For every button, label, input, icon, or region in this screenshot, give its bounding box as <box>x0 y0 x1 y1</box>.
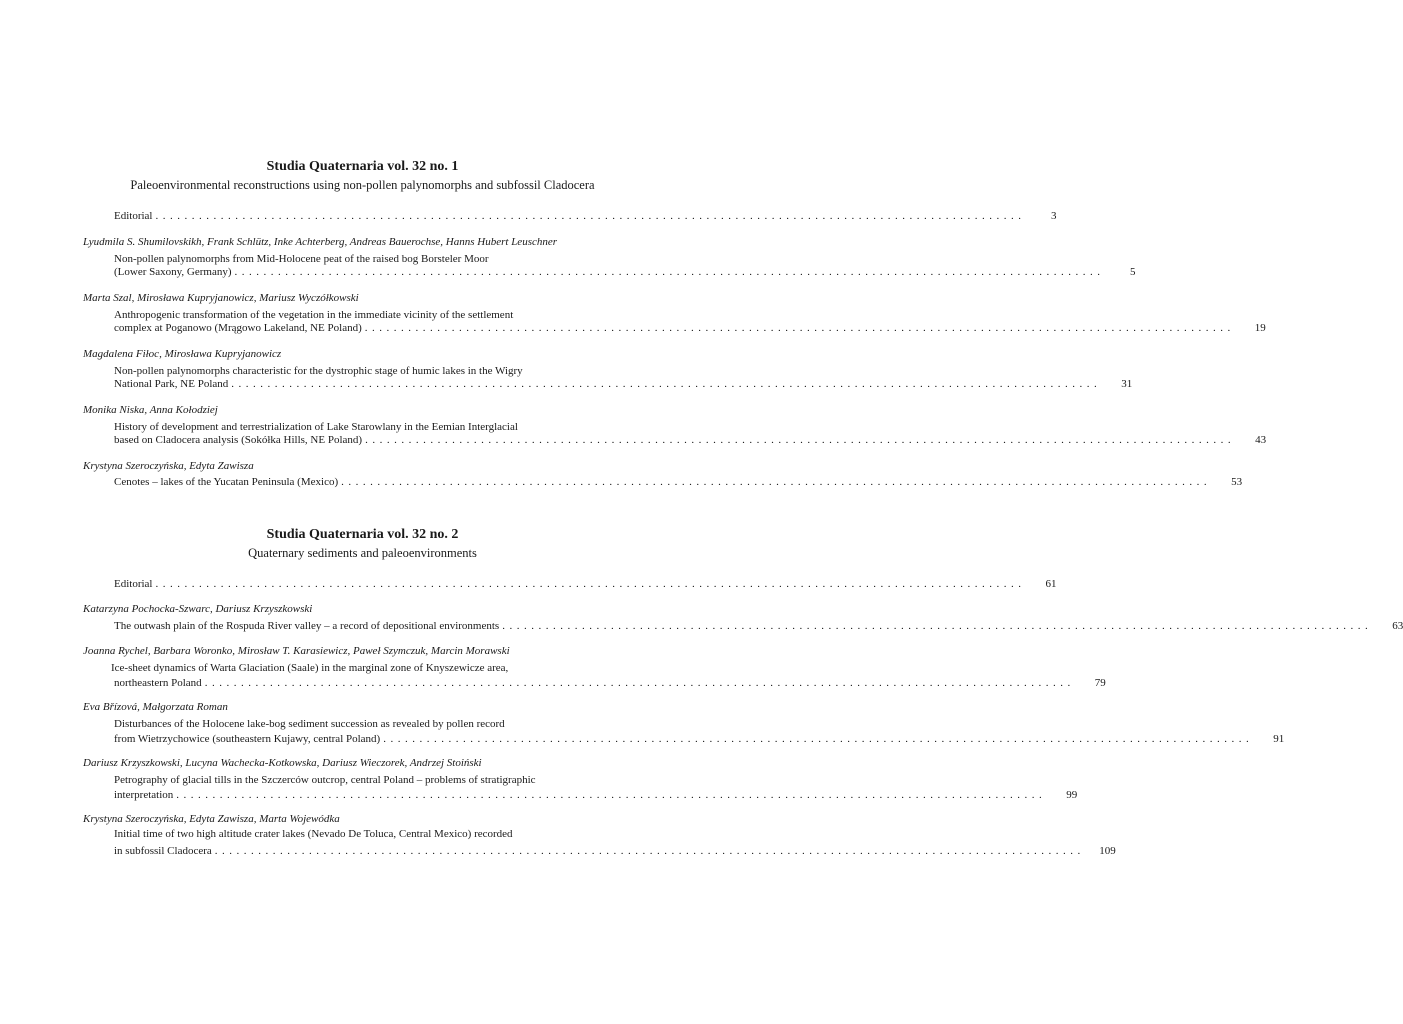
page-number: 61 <box>1045 578 1057 590</box>
page-number: 91 <box>1273 733 1285 745</box>
toc-entry <box>114 733 1285 748</box>
article-authors: Krystyna Szeroczyńska, Edyta Zawisza, Marta Wojewódka <box>83 813 340 825</box>
article-authors: Magdalena Fiłoc, Mirosława Kupryjanowicz <box>83 348 282 360</box>
article-title-line: Ice-sheet dynamics of Warta Glaciation (Saale) in the marginal zone of Knyszewicze area, <box>111 662 509 674</box>
page-number: 99 <box>1066 789 1078 801</box>
volume-2-subtitle: Quaternary sediments and paleoenvironments <box>248 546 477 560</box>
volume-1-title: Studia Quaternaria vol. 32 no. 1 <box>266 159 459 174</box>
dot-leader: ........................................................................................................................ <box>234 266 1105 278</box>
page-number: 63 <box>1392 620 1403 632</box>
article-authors: Eva Břízová, Małgorzata Roman <box>83 701 228 713</box>
article-title-line: National Park, NE Poland <box>114 378 229 390</box>
article-authors: Krystyna Szeroczyńska, Edyta Zawisza <box>83 460 254 472</box>
dot-leader: ........................................................................................................................ <box>214 845 1085 857</box>
toc-entry <box>114 845 1116 860</box>
toc-entry-editorial-2 <box>114 578 1057 593</box>
article-title-line: Initial time of two high altitude crater lakes (Nevado De Toluca, Central Mexico) recorded <box>114 828 513 840</box>
article-title-line: northeastern Poland <box>114 677 202 689</box>
toc-entry <box>114 434 1267 449</box>
article-title-line: Disturbances of the Holocene lake-bog sediment succession as revealed by pollen record <box>114 718 505 730</box>
article-title-line: Non-pollen palynomorphs characteristic for the dystrophic stage of humic lakes in the Wigry <box>114 365 523 377</box>
toc-entry <box>114 266 1136 281</box>
toc-entry-editorial-1 <box>114 210 1057 225</box>
toc-entry <box>114 789 1078 804</box>
article-title-line: from Wietrzychowice (southeastern Kujawy, central Poland) <box>114 733 381 745</box>
toc-entry <box>114 620 1403 635</box>
article-authors: Katarzyna Pochocka-Szwarc, Dariusz Krzyszkowski <box>83 603 313 615</box>
page-number: 5 <box>1130 266 1136 278</box>
article-title-line: based on Cladocera analysis (Sokółka Hills, NE Poland) <box>114 434 363 446</box>
entry-title: Editorial <box>114 578 153 590</box>
dot-leader: ........................................................................................................................ <box>364 322 1235 334</box>
article-authors: Joanna Rychel, Barbara Woronko, Mirosław T. Karasiewicz, Paweł Szymczuk, Marcin Morawski <box>83 645 510 657</box>
dot-leader: ........................................................................................................................ <box>231 378 1102 390</box>
volume-1-subtitle: Paleoenvironmental reconstructions using non-pollen palynomorphs and subfossil Cladocera <box>130 178 595 192</box>
article-title-line: Cenotes – lakes of the Yucatan Peninsula (Mexico) <box>114 476 339 488</box>
volume-2-title: Studia Quaternaria vol. 32 no. 2 <box>266 527 459 542</box>
article-title-line: in subfossil Cladocera <box>114 845 212 857</box>
article-title-line: History of development and terrestrialization of Lake Starowlany in the Eemian Interglacial <box>114 421 518 433</box>
page-number: 43 <box>1255 434 1267 446</box>
article-title-line: The outwash plain of the Rospuda River valley – a record of depositional environments <box>114 620 500 632</box>
dot-leader: ........................................................................................................................ <box>176 789 1047 801</box>
dot-leader: ........................................................................................................................ <box>365 434 1236 446</box>
page-number: 53 <box>1231 476 1243 488</box>
article-title-line: interpretation <box>114 789 174 801</box>
article-authors: Monika Niska, Anna Kołodziej <box>83 404 218 416</box>
page-number: 19 <box>1254 322 1266 334</box>
toc-entry <box>114 322 1266 337</box>
toc-entry <box>114 476 1243 491</box>
page-number: 79 <box>1094 677 1106 689</box>
dot-leader: ........................................................................................................................ <box>341 476 1212 488</box>
page-number: 3 <box>1051 210 1057 222</box>
dot-leader: ........................................................................................................................ <box>502 620 1373 632</box>
toc-entry <box>114 378 1133 393</box>
article-title-line: Petrography of glacial tills in the Szczerców outcrop, central Poland – problems of stratigraphic <box>114 774 536 786</box>
dot-leader: ........................................................................................................................ <box>383 733 1254 745</box>
toc-entry <box>114 677 1106 692</box>
article-title-line: complex at Poganowo (Mrągowo Lakeland, NE Poland) <box>114 322 362 334</box>
dot-leader: ........................................................................................................................ <box>204 677 1075 689</box>
dot-leader: ........................................................................................................................ <box>155 210 1026 222</box>
article-title-line: Anthropogenic transformation of the vegetation in the immediate vicinity of the settlement <box>114 309 514 321</box>
article-authors: Dariusz Krzyszkowski, Lucyna Wachecka-Kotkowska, Dariusz Wieczorek, Andrzej Stoiński <box>83 757 482 769</box>
entry-title: Editorial <box>114 210 153 222</box>
article-title-line: (Lower Saxony, Germany) <box>114 266 232 278</box>
page-number: 31 <box>1121 378 1133 390</box>
page-number: 109 <box>1099 845 1116 857</box>
dot-leader: ........................................................................................................................ <box>155 578 1026 590</box>
article-title-line: Non-pollen palynomorphs from Mid-Holocene peat of the raised bog Borsteler Moor <box>114 253 489 265</box>
article-authors: Lyudmila S. Shumilovskikh, Frank Schlütz, Inke Achterberg, Andreas Bauerochse, Hanns Hubert Leuschner <box>83 236 558 248</box>
article-authors: Marta Szal, Mirosława Kupryjanowicz, Mariusz Wyczółkowski <box>83 292 359 304</box>
